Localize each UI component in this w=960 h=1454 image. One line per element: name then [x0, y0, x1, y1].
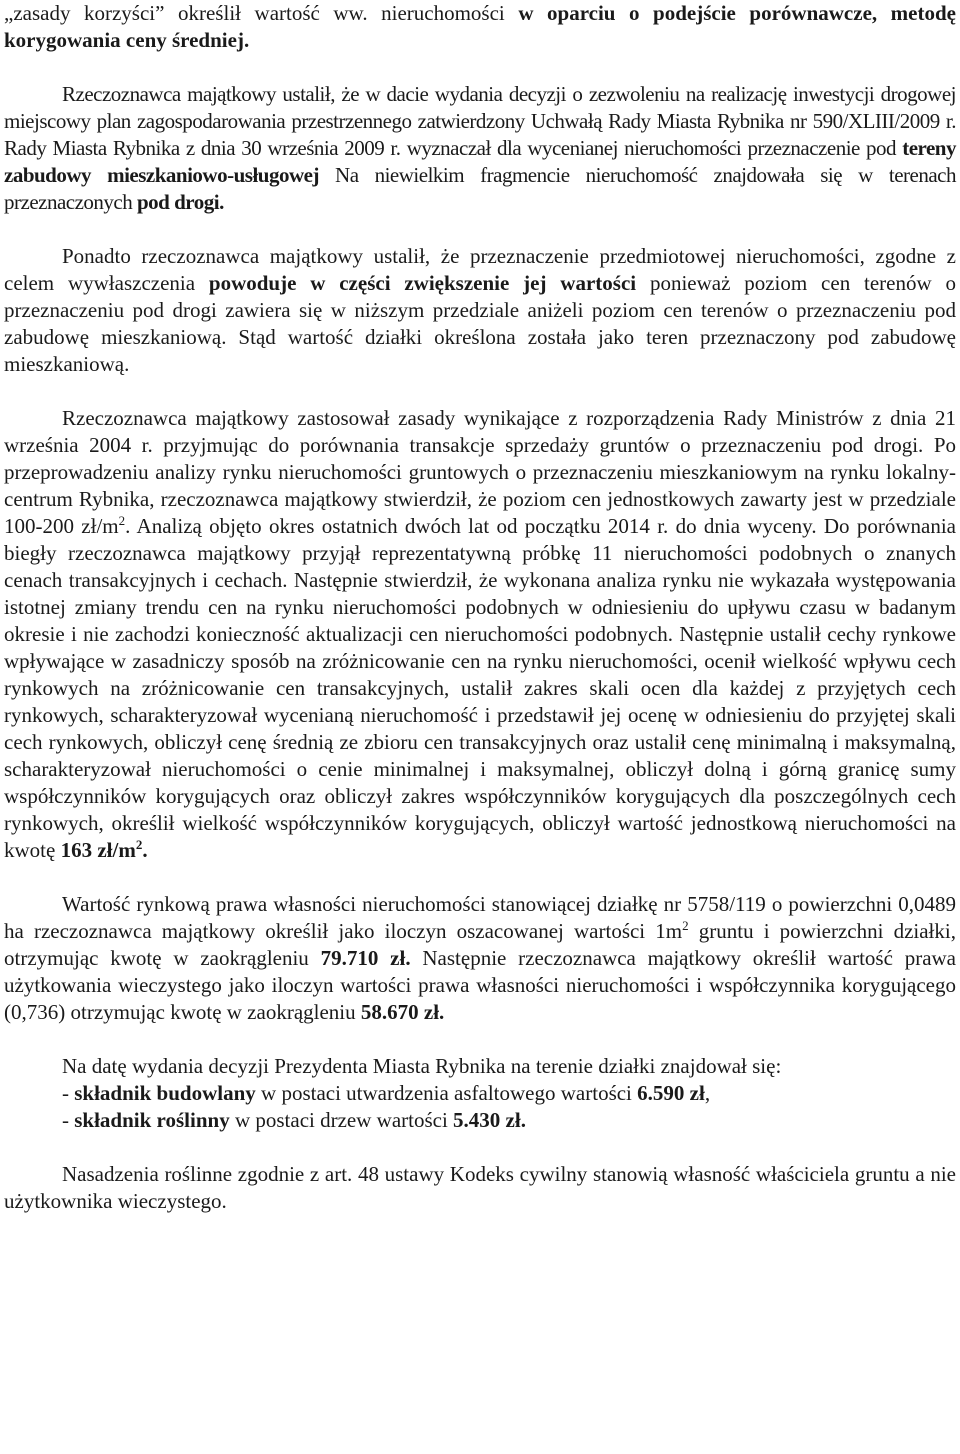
text: Następnie rzeczoznawca majątkowy określił wartość prawa użytkowania wieczystego jako iloczyn wartości prawa własności nieruchomości i współczynnika korygującego (0,736) otrzymując kwotę w zaokrągleniu — [4, 946, 957, 1024]
superscript: 2 — [135, 837, 143, 852]
paragraph-market-analysis — [4, 405, 956, 864]
bold-text: 79.710 zł. — [320, 946, 411, 970]
paragraph-market-value — [4, 891, 956, 1026]
components-intro: Na datę wydania decyzji Prezydenta Miasta Rybnika na terenie działki znajdował się: — [62, 1054, 782, 1078]
bold-value: 6.590 zł — [637, 1081, 705, 1105]
paragraph-value-increase — [4, 243, 956, 378]
text: Nasadzenia roślinne zgodnie z art. 48 ustawy Kodeks cywilny stanowią własność właściciela gruntu a nie użytkownika wieczystego. — [4, 1162, 956, 1213]
text: gruntu i powierzchni działki, otrzymując kwotę w zaokrągleniu — [4, 919, 956, 970]
text: Na niewielkim fragmencie nieruchomość znajdowała się w terenach przeznaczonych — [4, 163, 956, 214]
paragraph-zoning-plan — [4, 81, 956, 216]
bold-text: składnik roślinny — [74, 1108, 230, 1132]
bold-text: 58.670 zł. — [360, 1000, 445, 1024]
bold-text: składnik budowlany — [74, 1081, 256, 1105]
paragraph-plantings — [4, 1161, 956, 1215]
text: Ponadto rzeczoznawca majątkowy ustalił, że przeznaczenie przedmiotowej nieruchomości, zgodne z celem wywłaszczenia — [4, 244, 956, 295]
text: Rzeczoznawca majątkowy ustalił, że w dacie wydania decyzji o zezwoleniu na realizację inwestycji drogowej miejscowy plan zagospodarowania przestrzennego zatwierdzony Uchwałą Rady Miasta Rybnika nr 590/XLIII/2009 r. Rady Miasta Rybnika z dnia 30 września 2009 r. wyznaczał dla wycenianej nieruchomości przeznaczenie pod — [4, 82, 956, 160]
text: . Analizą objęto okres ostatnich dwóch lat od początku 2014 r. do dnia wyceny. Do porównania biegły rzeczoznawca majątkowy przyjął reprezentatywną próbkę 11 nieruchomości podobnych o znanych cenach transakcyjnych i cechach. Następnie stwierdził, że wykonana analiza rynku nie wykazała występowania istotnej zmiany trendu cen na rynku nieruchomości podobnych w odniesieniu do upływu czasu w badanym okresie i nie zachodzi konieczność aktualizacji cen nieruchomości podobnych. Następnie ustalił cechy rynkowe wpływające w zasadniczy sposób na zróżnicowanie cen na rynku nieruchomości, ocenił wielkość wpływu cech rynkowych na zróżnicowanie cen transakcyjnych, ustalił zakres skali ocen dla każdej z przyjętych cech rynkowych, scharakteryzował wycenianą nieruchomość i przedstawił jej ocenę w odniesieniu do przyjętej skali cech rynkowych, obliczył cenę średnią ze zbioru cen transakcyjnych oraz ustalił cenę minimalną i maksymalną, scharakteryzował nieruchomości o cenie minimalnej i maksymalnej, obliczył dolną i górną granicę sumy współczynników korygujących oraz obliczył zakres współczynników korygujących dla poszczególnych cech rynkowych, określił wielkość współczynników korygujących, obliczył wartość jednostkową nieruchomości na kwotę — [4, 514, 956, 862]
paragraph-method — [4, 0, 956, 54]
superscript: 2 — [682, 918, 689, 933]
text: w postaci drzew wartości — [229, 1108, 454, 1132]
dash: - — [62, 1081, 75, 1105]
superscript: 2 — [118, 513, 126, 528]
text: Rzeczoznawca majątkowy zastosował zasady wynikające z rozporządzenia Rady Ministrów z dnia 21 września 2004 r. przyjmując do porównania transakcje sprzedaży gruntów o przeznaczeniu pod drogi. Po przeprowadzeniu analizy rynku nieruchomości gruntowych o przeznaczeniu mieszkaniowym na rynku lokalny- centrum Rybnika, rzeczoznawca majątkowy stwierdził, że poziom cen jednostkowych zawarty jest w przedziale 100-200 zł/m — [4, 406, 956, 538]
text: w postaci utwardzenia asfaltowego wartości — [255, 1081, 638, 1105]
unit-value: 163 zł/m — [60, 838, 136, 862]
bold-text: w oparciu o podejście porównawcze, metodę korygowania ceny średniej. — [4, 1, 956, 52]
document-page — [4, 0, 956, 1215]
text: Wartość rynkową prawa własności nieruchomości stanowiącej działkę nr 5758/119 o powierzchni 0,0489 ha rzeczoznawca majątkowy określił jako iloczyn oszacowanej wartości 1m — [4, 892, 956, 943]
text: , — [704, 1081, 711, 1105]
component-item-building — [4, 1080, 956, 1107]
paragraph-components — [4, 1053, 956, 1134]
bold-text: tereny zabudowy mieszkaniowo-usługowej — [4, 136, 956, 187]
dash: - — [62, 1108, 75, 1132]
text: ponieważ poziom cen terenów o przeznaczeniu pod drogi zawiera się w niższym przedziale aniżeli poziom cen terenów o przeznaczeniu pod zabudowę mieszkaniową. Stąd wartość działki określona została jako teren przeznaczony pod zabudowę mieszkaniową. — [4, 271, 956, 376]
period: . — [142, 838, 148, 862]
component-item-plant — [4, 1107, 956, 1134]
text: „zasady korzyści” określił wartość ww. nieruchomości — [4, 1, 519, 25]
bold-text: powoduje w części zwiększenie jej wartości — [208, 271, 637, 295]
bold-text — [61, 838, 148, 862]
bold-value: 5.430 zł. — [453, 1108, 526, 1132]
bold-text: pod drogi. — [137, 190, 224, 214]
